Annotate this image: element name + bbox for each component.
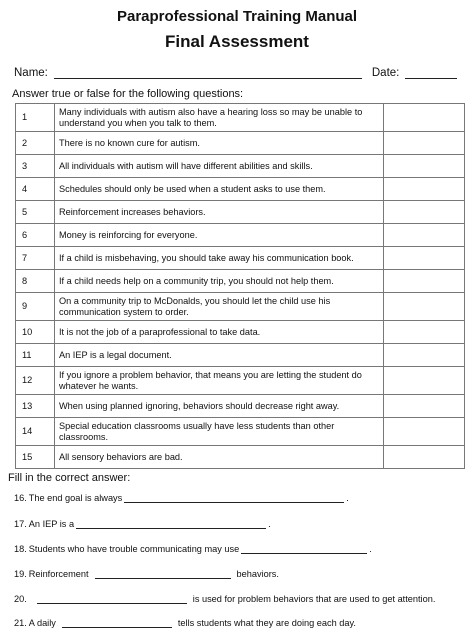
q16-end: .: [346, 493, 349, 503]
answer-cell[interactable]: [384, 155, 465, 178]
question-number: 12: [16, 367, 55, 395]
true-false-table: [15, 103, 465, 469]
true-false-instruction: Answer true or false for the following questions:: [12, 88, 244, 100]
answer-cell[interactable]: [384, 247, 465, 270]
q17-text: An IEP is a: [28, 519, 75, 529]
answer-cell[interactable]: [384, 395, 465, 418]
question-21: [14, 617, 356, 628]
question-number: 2: [16, 132, 55, 155]
table-row: [16, 418, 465, 446]
question-number: 4: [16, 178, 55, 201]
question-17: [14, 518, 271, 529]
question-number: 5: [16, 201, 55, 224]
question-number: 8: [16, 270, 55, 293]
assessment-title: Final Assessment: [165, 32, 309, 51]
answer-cell[interactable]: [384, 224, 465, 247]
table-row: [16, 344, 465, 367]
name-date-line: [14, 65, 464, 79]
question-text: An IEP is a legal document.: [55, 344, 384, 367]
q19-answer-blank[interactable]: [95, 568, 231, 579]
answer-cell[interactable]: [384, 293, 465, 321]
name-field[interactable]: [54, 66, 362, 79]
table-row: [16, 247, 465, 270]
name-label: Name:: [14, 67, 48, 79]
answer-cell[interactable]: [384, 104, 465, 132]
table-row: [16, 155, 465, 178]
answer-cell[interactable]: [384, 201, 465, 224]
q19-number: 19.: [14, 569, 27, 579]
question-text: Special education classrooms usually have less students than other classrooms.: [55, 418, 384, 446]
question-number: 1: [16, 104, 55, 132]
q17-answer-blank[interactable]: [76, 518, 266, 529]
q18-text: Students who have trouble communicating may use: [28, 544, 240, 554]
q20-answer-blank[interactable]: [37, 593, 187, 604]
q20-number: 20.: [14, 594, 27, 604]
table-row: [16, 367, 465, 395]
question-text: Reinforcement increases behaviors.: [55, 201, 384, 224]
question-16: [14, 492, 349, 503]
question-20: [14, 593, 435, 604]
answer-cell[interactable]: [384, 344, 465, 367]
date-label: Date:: [371, 67, 400, 79]
answer-cell[interactable]: [384, 367, 465, 395]
table-row: [16, 178, 465, 201]
question-text: On a community trip to McDonalds, you should let the child use his communication system to order.: [55, 293, 384, 321]
table-row: [16, 132, 465, 155]
q17-end: .: [268, 519, 271, 529]
table-row: [16, 104, 465, 132]
answer-cell[interactable]: [384, 418, 465, 446]
q17-number: 17.: [14, 519, 27, 529]
question-number: 15: [16, 446, 55, 469]
table-row: [16, 446, 465, 469]
q16-answer-blank[interactable]: [124, 492, 344, 503]
q16-number: 16.: [14, 493, 27, 503]
question-number: 10: [16, 321, 55, 344]
table-row: [16, 321, 465, 344]
question-19: [14, 568, 279, 579]
question-text: If a child needs help on a community trip, you should not help them.: [55, 270, 384, 293]
q16-text: The end goal is always: [28, 493, 123, 503]
table-row: [16, 201, 465, 224]
question-number: 7: [16, 247, 55, 270]
question-number: 9: [16, 293, 55, 321]
question-text: Many individuals with autism also have a hearing loss so may be unable to understand you when you talk to them.: [55, 104, 384, 132]
question-number: 11: [16, 344, 55, 367]
q21-text: A daily: [28, 618, 56, 628]
q18-answer-blank[interactable]: [241, 543, 367, 554]
q21-end: tells students what they are doing each day.: [177, 618, 356, 628]
question-text: If you ignore a problem behavior, that means you are letting the student do whatever he wants.: [55, 367, 384, 395]
question-text: There is no known cure for autism.: [55, 132, 384, 155]
question-number: 14: [16, 418, 55, 446]
answer-cell[interactable]: [384, 178, 465, 201]
q19-text: Reinforcement: [28, 569, 89, 579]
fill-in-instruction: Fill in the correct answer:: [8, 472, 131, 484]
manual-title: Paraprofessional Training Manual: [116, 8, 358, 25]
question-number: 13: [16, 395, 55, 418]
question-text: Schedules should only be used when a student asks to use them.: [55, 178, 384, 201]
question-text: All individuals with autism will have different abilities and skills.: [55, 155, 384, 178]
date-field[interactable]: [405, 66, 457, 79]
question-text: If a child is misbehaving, you should take away his communication book.: [55, 247, 384, 270]
q21-number: 21.: [14, 618, 27, 628]
answer-cell[interactable]: [384, 270, 465, 293]
answer-cell[interactable]: [384, 446, 465, 469]
answer-cell[interactable]: [384, 321, 465, 344]
table-row: [16, 224, 465, 247]
question-text: It is not the job of a paraprofessional to take data.: [55, 321, 384, 344]
q20-text: is used for problem behaviors that are used to get attention.: [192, 594, 436, 604]
q18-number: 18.: [14, 544, 27, 554]
q18-end: .: [369, 544, 372, 554]
question-text: When using planned ignoring, behaviors should decrease right away.: [55, 395, 384, 418]
table-row: [16, 293, 465, 321]
table-row: [16, 395, 465, 418]
table-row: [16, 270, 465, 293]
question-18: [14, 543, 372, 554]
question-text: All sensory behaviors are bad.: [55, 446, 384, 469]
q21-answer-blank[interactable]: [62, 617, 172, 628]
answer-cell[interactable]: [384, 132, 465, 155]
question-number: 6: [16, 224, 55, 247]
question-number: 3: [16, 155, 55, 178]
question-text: Money is reinforcing for everyone.: [55, 224, 384, 247]
q19-end: behaviors.: [236, 569, 279, 579]
